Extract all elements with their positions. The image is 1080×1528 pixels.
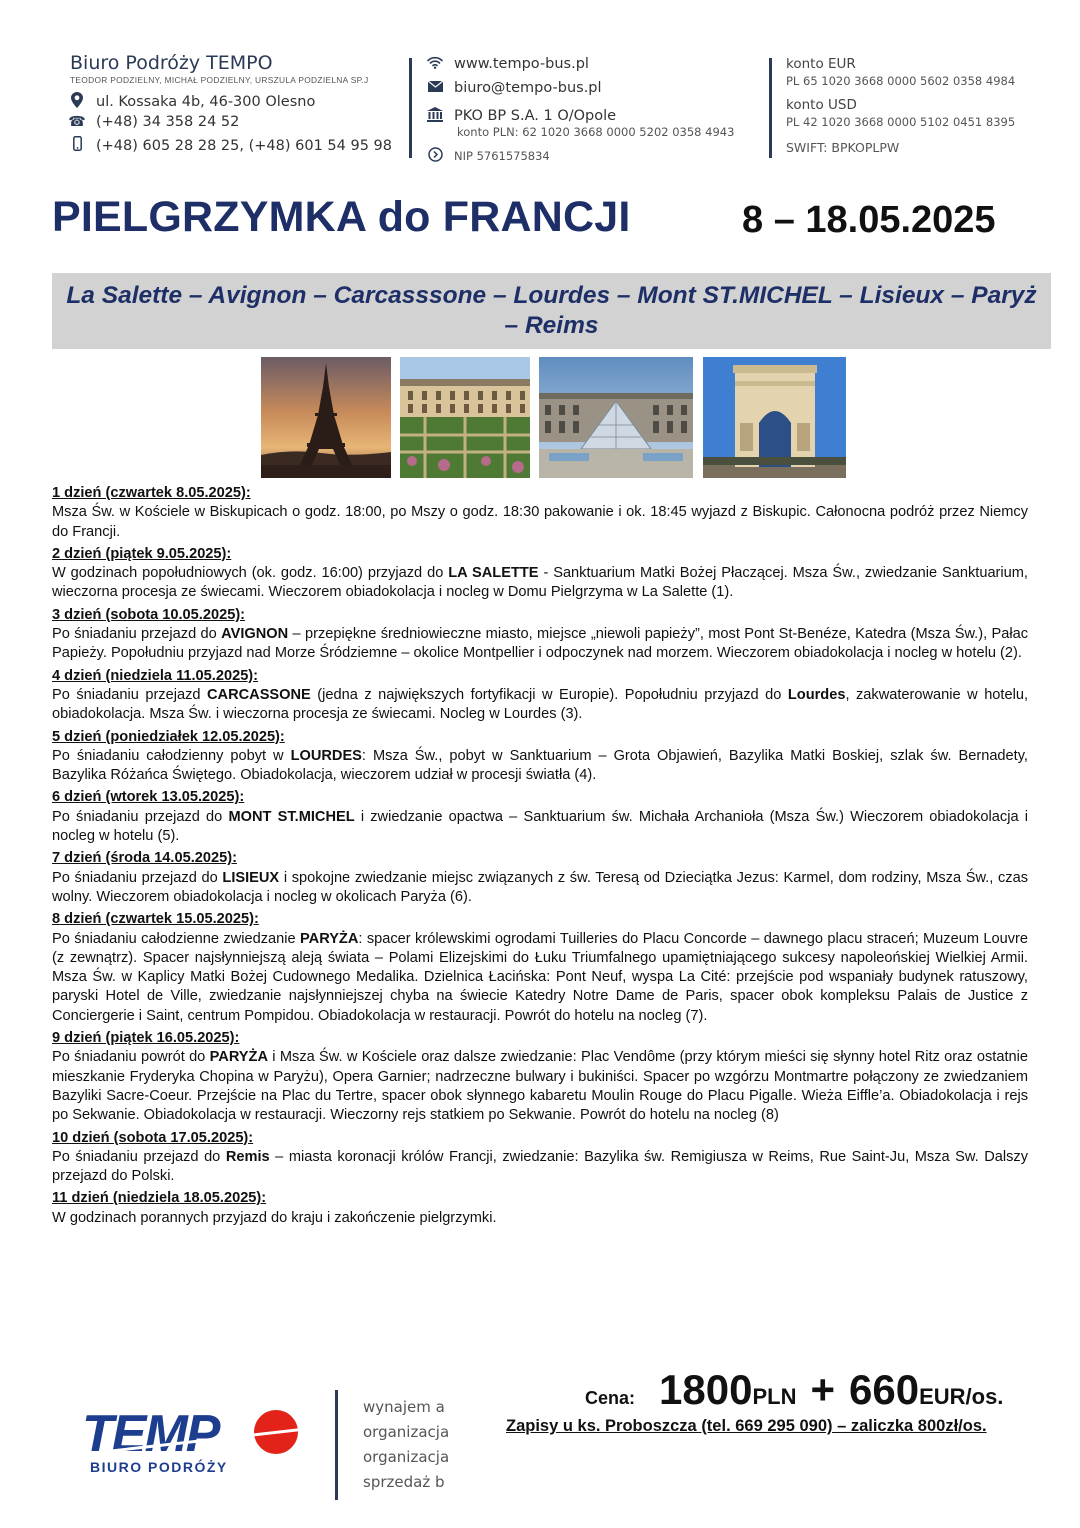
day-description: [52, 625, 1028, 664]
price-pln: 1800: [659, 1366, 753, 1413]
envelope-icon: [426, 80, 444, 96]
day-description: [52, 503, 1028, 542]
circle-chevron-icon: [426, 147, 444, 166]
email-link[interactable]: biuro@tempo-bus.pl: [454, 80, 602, 96]
trip-dates: 8 – 18.05.2025: [742, 199, 996, 241]
description-text: i zwiedzanie opactwa – Sanktuarium św. Michała Archanioła (Msza Św.) Wieczorem obiadokolacja i nocleg w hotelu (5).: [52, 808, 1028, 845]
route-line-1: La Salette – Avignon – Carcasssone – Lourdes – Mont ST.MICHEL – Lisieux – Paryż: [66, 282, 1037, 309]
day-8: [52, 910, 1028, 1026]
description-text: (jedna z największych fortyfikacji w Europie). Popołudniu przyjazd do: [310, 686, 788, 703]
description-text: Po śniadaniu przejazd do: [52, 808, 229, 825]
day-description: [52, 1209, 1028, 1228]
place-name: LISIEUX: [222, 869, 280, 886]
mobile[interactable]: (+48) 605 28 28 25, (+48) 601 54 95 98: [96, 137, 392, 154]
day-3: [52, 606, 1028, 664]
description-text: Po śniadaniu przejazd do: [52, 1148, 226, 1165]
place-name: PARYŻA: [300, 930, 359, 947]
description-text: i spokojne zwiedzanie miejsc związanych z św. Teresą od Dzieciątka Jezus: Karmel, dom rodziny, Msza Św., czas wolny. Wieczorem obiadokolacja i nocleg w okolicach Paryża (6).: [52, 869, 1028, 905]
place-name: CARCASSONE: [207, 686, 311, 703]
eur-account-label: konto EUR: [786, 56, 856, 72]
price-label: Cena:: [585, 1388, 636, 1408]
service-line-2: organizacja: [363, 1423, 450, 1441]
day-description: [52, 808, 1028, 847]
description-text: Msza Św. w Kościele w Biskupicach o godz. 18:00, po Mszy o godz. 18:30 pakowanie i ok. 18:45 wyjazd z Biskupic. Całonocna podróż przez Niemcy do Francji.: [52, 504, 1028, 540]
day-heading: 9 dzień (piątek 16.05.2025):: [52, 1030, 240, 1047]
description-text: Po śniadaniu całodzienny pobyt w: [52, 747, 291, 764]
nip: NIP 5761575834: [454, 149, 550, 163]
description-text: – przepiękne średniowieczne miasto, miejsce „niewoli papieży”, most Pont St-Benéze, Katedra (Msza Św.), Pałac Papieży. Popołudniu przyjazd nad Morze Śródziemne – okolice Montpellier i odpoczynek nad morzem. Wieczorem obiadokolacja i nocleg w hotelu (2).: [52, 626, 1029, 662]
route-text: [52, 281, 1051, 341]
price: [585, 1366, 1003, 1414]
description-text: : Msza Św., pobyt w Sanktuarium – Grota Objawień, Bazylika Matki Boskiej, szlak św. Bernadety, Bazylika Różańca Świętego. Obiadokolacja, wieczorem udział w procesji światła (4).: [52, 747, 1028, 784]
route-line-2: – Reims: [504, 312, 599, 339]
day-heading: 5 dzień (poniedziałek 12.05.2025):: [52, 728, 285, 745]
website-line: [426, 52, 734, 76]
footer-divider: [335, 1390, 338, 1500]
day-heading: 11 dzień (niedziela 18.05.2025):: [52, 1190, 267, 1207]
address: ul. Kossaka 4b, 46-300 Olesno: [96, 94, 316, 110]
address-line: [68, 92, 315, 112]
day-description: [52, 564, 1028, 603]
location-pin-icon: [68, 92, 86, 112]
website-link[interactable]: www.tempo-bus.pl: [454, 56, 589, 72]
day-4: [52, 667, 1028, 725]
day-7: [52, 849, 1028, 907]
day-heading: 6 dzień (wtorek 13.05.2025):: [52, 789, 245, 806]
place-name: LOURDES: [290, 747, 362, 764]
nip-line: [426, 145, 734, 167]
bank-building-icon: [426, 107, 444, 126]
route-banner: [52, 273, 1051, 349]
mobile-line: [68, 136, 392, 155]
day-description: [52, 747, 1028, 786]
signup-info: Zapisy u ks. Proboszcza (tel. 669 295 090) – zaliczka 800zł/os.: [506, 1417, 987, 1435]
company-owners: TEODOR PODZIELNY, MICHAŁ PODZIELNY, URSZULA PODZIELNA SP.J: [70, 75, 369, 85]
bank-name: PKO BP S.A. 1 O/Opole: [454, 108, 617, 124]
description-text: W godzinach porannych przyjazd do kraju i zakończenie pielgrzymki.: [52, 1209, 497, 1226]
day-heading: 10 dzień (sobota 17.05.2025):: [52, 1129, 254, 1146]
service-line-4: sprzedaż b: [363, 1473, 445, 1491]
accounts-column: [786, 56, 1015, 155]
logo-wordmark: TEMP: [82, 1405, 219, 1463]
day-1: [52, 484, 1028, 542]
description-text: W godzinach popołudniowych (ok. godz. 16:00) przyjazd do: [52, 565, 449, 582]
eiffel-tower-photo: [261, 357, 391, 478]
versailles-photo: [400, 357, 530, 478]
itinerary: [52, 484, 1028, 1231]
contact-column: [426, 52, 734, 167]
description-text: – miasta koronacji królów Francji, zwiedzanie: Bazylika św. Remigiusza w Reims, Rue Saint-Ju, Msza Sw. Dalszy przejazd do Polski.: [52, 1148, 1029, 1185]
price-pln-unit: PLN: [752, 1384, 797, 1409]
mobile-phone-icon: [68, 136, 86, 155]
day-description: [52, 930, 1028, 1026]
day-10: [52, 1129, 1028, 1187]
usd-account-label: konto USD: [786, 97, 857, 113]
company-name: Biuro Podróży TEMPO: [70, 52, 273, 74]
day-9: [52, 1029, 1028, 1125]
price-plus: +: [810, 1366, 835, 1413]
header-divider-2: [769, 58, 772, 158]
bank-line: [426, 105, 734, 127]
arc-de-triomphe-photo: [703, 357, 846, 478]
place-name: AVIGNON: [221, 626, 289, 643]
service-line-3: organizacja: [363, 1448, 450, 1466]
telephone-icon: ☎: [68, 114, 86, 130]
phone-line: [68, 114, 239, 130]
day-heading: 8 dzień (czwartek 15.05.2025):: [52, 911, 259, 928]
day-description: [52, 869, 1028, 908]
day-heading: 3 dzień (sobota 10.05.2025):: [52, 606, 246, 623]
day-description: [52, 1148, 1028, 1187]
day-heading: 2 dzień (piątek 9.05.2025):: [52, 545, 232, 562]
wifi-icon: [426, 56, 444, 73]
price-eur-unit: EUR/os.: [919, 1384, 1004, 1409]
konto-pln: konto PLN: 62 1020 3668 0000 5202 0358 4943: [457, 125, 735, 139]
logo-subtitle: BIURO PODRÓŻY: [90, 1459, 228, 1475]
phone[interactable]: (+48) 34 358 24 52: [96, 114, 240, 130]
price-eur: 660: [848, 1366, 920, 1413]
description-text: Po śniadaniu przejazd do: [52, 869, 223, 886]
place-name: MONT ST.MICHEL: [228, 808, 355, 825]
place-name: Lourdes: [787, 686, 846, 703]
day-5: [52, 728, 1028, 786]
description-text: - Sanktuarium Matki Bożej Płaczącej. Msza Św., zwiedzanie Sanktuarium, wieczorna procesja ze świecami. Wieczorem obiadokolacja i nocleg w Domu Pielgrzyma w La Salette (1).: [52, 565, 1028, 601]
louvre-photo: [539, 357, 693, 478]
day-2: [52, 545, 1028, 603]
place-name: PARYŻA: [209, 1049, 268, 1066]
eur-account-number: PL 65 1020 3668 0000 5602 0358 4984: [786, 74, 1016, 88]
description-text: Po śniadaniu powrót do: [52, 1049, 210, 1066]
day-description: [52, 1048, 1028, 1125]
day-6: [52, 788, 1028, 846]
description-text: Po śniadaniu przejazd do: [52, 626, 222, 643]
usd-account-number: PL 42 1020 3668 0000 5102 0451 8395: [786, 115, 1016, 129]
description-text: : spacer królewskimi ogrodami Tuilleries do Placu Concorde – dawnego placu straceń; Muzeum Louvre (z zewnątrz). Spacer najsłynniejszą aleją świata – Polami Elizejskimi do Łuku Triumfalnego upamiętniającego sukcesy napoleońskiej Wielkiej Armii. Msza Św. w Kaplicy Matki Bożej Cudownego Medalika. Dzielnica Łacińska: Pont Neuf, wyspa La Cité: przejście pod wspaniały budynek ratuszowy, paryski Hotel de Ville, zwiedzanie najsłynniejszej chyba na świecie Katedry Notre Dame de Paris, spacer obok kompleksu Palais de Justice z Conciergerie i Saint, centrum Pompidou. Obiadokolacja w restauracji. Powrót do hotelu na nocleg (7).: [52, 930, 1028, 1024]
day-heading: 1 dzień (czwartek 8.05.2025):: [52, 485, 251, 501]
place-name: LA SALETTE: [448, 565, 539, 582]
page-title: PIELGRZYMKA do FRANCJI: [52, 193, 631, 241]
day-heading: 7 dzień (środa 14.05.2025):: [52, 850, 237, 867]
day-description: [52, 686, 1028, 725]
description-text: Po śniadaniu całodzienne zwiedzanie: [52, 930, 301, 947]
day-11: [52, 1189, 1028, 1228]
swift-code: SWIFT: BPKOPLPW: [786, 140, 900, 155]
service-line-1: wynajem a: [363, 1398, 445, 1416]
place-name: Remis: [225, 1148, 270, 1165]
description-text: i Msza Św. w Kościele oraz dalsze zwiedzanie: Plac Vendôme (przy którym mieści się słynny hotel Ritz oraz ostatnie mieszkanie Fryderyka Chopina w Paryżu), Opera Garnier; nadrzeczne bulwary i bukiniści. Spacer po wzgórzu Montmartre połączony ze zwiedzaniem Bazyliki Sacre-Coeur. Przejście na Plac du Tertre, spacer obok słynnego kabaretu Moulin Rouge do Placu Pigalle. Wieża Eiffle’a. Obiadokolacja i rejs po Sekwanie. Obiadokolacja w restauracji. Wieczorny rejs statkiem po Sekwanie. Powrót do hotelu na nocleg (8): [52, 1049, 1028, 1124]
email-line: [426, 76, 734, 100]
tempo-logo: [80, 1405, 310, 1477]
day-heading: 4 dzień (niedziela 11.05.2025):: [52, 667, 259, 684]
description-text: , zakwaterowanie w hotelu, obiadokolacja. Msza Św. i wieczorna procesja ze świecami. Nocleg w Lourdes (3).: [52, 686, 1029, 723]
header-divider-1: [409, 58, 412, 158]
description-text: Po śniadaniu przejazd: [52, 686, 207, 703]
